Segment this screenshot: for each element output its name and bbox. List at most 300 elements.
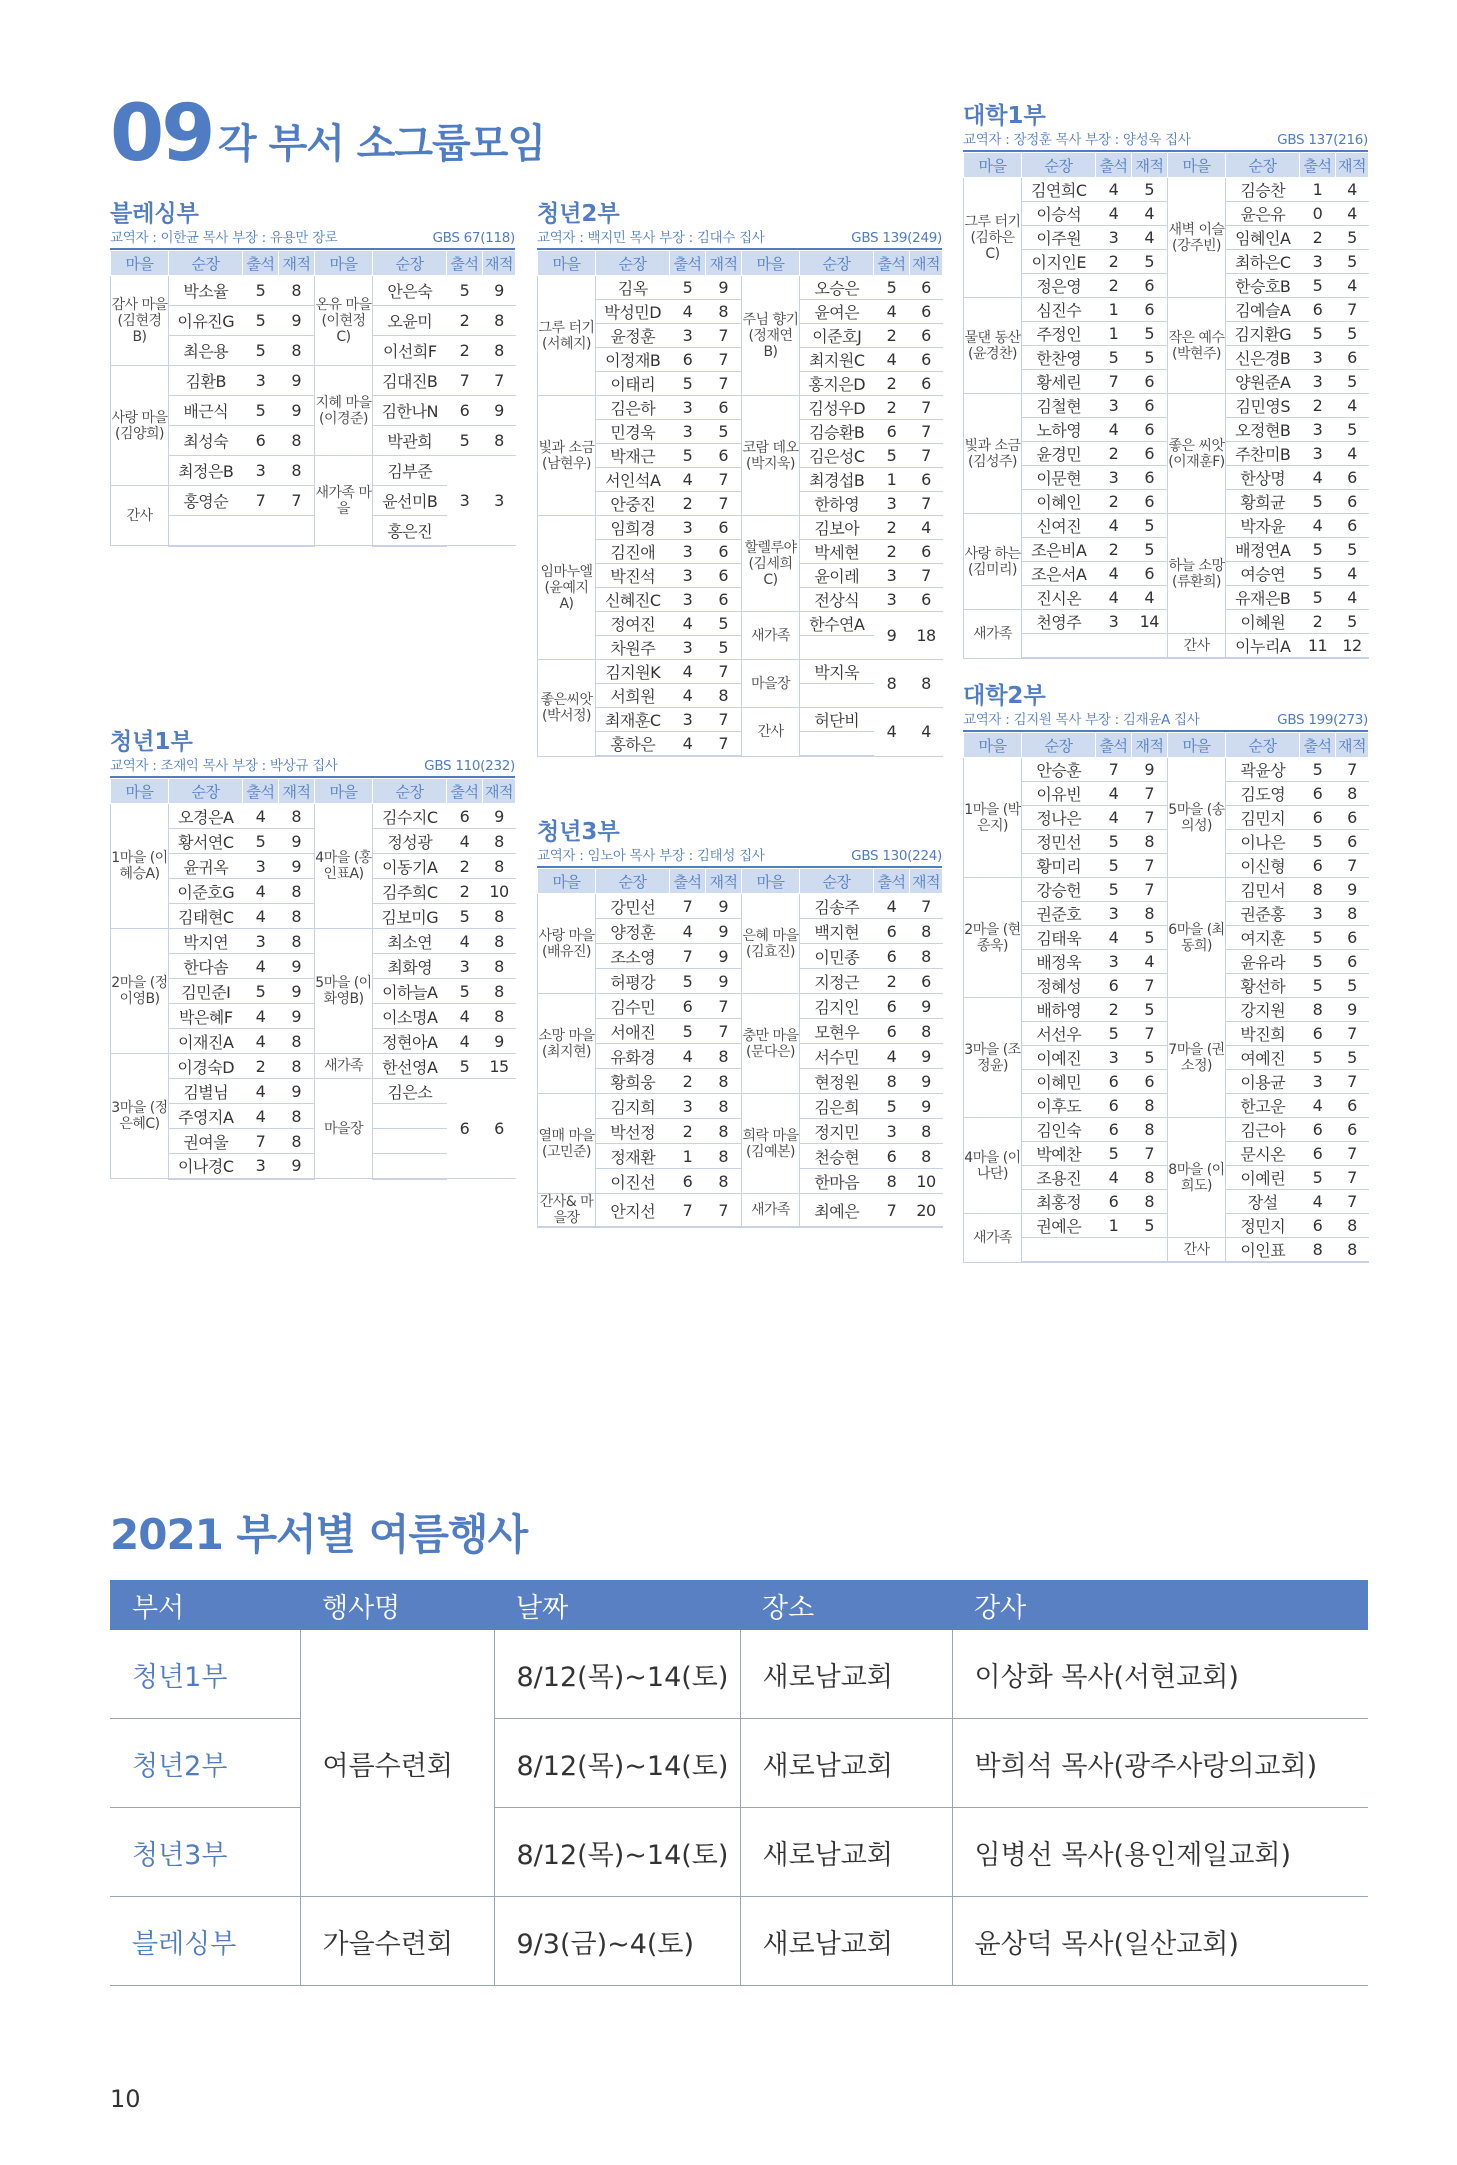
- enrolled-count: 8: [706, 1069, 742, 1094]
- enrolled-count: 9: [279, 1004, 315, 1029]
- leader-name: 여승연: [1226, 562, 1300, 586]
- col-header-enrolled: 재적: [1336, 733, 1369, 758]
- enrolled-count: 6: [1336, 926, 1369, 950]
- leader-name: 이나경C: [169, 1154, 243, 1179]
- attend-count: 3: [243, 456, 279, 486]
- col-header-leader: 순장: [1226, 733, 1300, 758]
- table-row: [538, 994, 943, 1019]
- attend-count: 8: [874, 660, 910, 708]
- village-name: 작은 예수 (박현주): [1168, 298, 1226, 394]
- enrolled-count: 7: [1336, 758, 1369, 782]
- table-row: [110, 1808, 1368, 1897]
- village-name: 새가족 마을: [315, 456, 373, 546]
- enrolled-count: 9: [279, 1154, 315, 1179]
- attend-count: 3: [1300, 418, 1336, 442]
- attend-count: 1: [1096, 1214, 1132, 1238]
- leader-name: 김성우D: [800, 396, 874, 420]
- table-row: [538, 468, 943, 492]
- enrolled-count: 7: [706, 468, 742, 492]
- table-row: [111, 396, 516, 426]
- leader-name: 배근식: [169, 396, 243, 426]
- leader-name: 김지희: [596, 1094, 670, 1119]
- enrolled-count: 10: [483, 879, 516, 904]
- leader-name: 김옥: [596, 276, 670, 300]
- leader-name: 서선우: [1022, 1022, 1096, 1046]
- enrolled-count: 6: [1336, 346, 1369, 370]
- attend-count: 5: [243, 829, 279, 854]
- attend-count: 4: [1300, 1094, 1336, 1118]
- village-name: 새가족: [315, 1054, 373, 1079]
- leader-name: 박소율: [169, 276, 243, 306]
- table-row: [964, 178, 1369, 202]
- attend-count: 4: [243, 879, 279, 904]
- attend-count: 2: [1300, 394, 1336, 418]
- attend-count: [1096, 634, 1132, 659]
- table-row: [964, 1238, 1369, 1263]
- enrolled-count: 7: [910, 894, 943, 919]
- leader-name: 최예은: [800, 1194, 874, 1228]
- event-place: 새로남교회: [740, 1897, 952, 1986]
- group-table: [537, 868, 943, 1228]
- enrolled-count: 6: [1132, 370, 1168, 394]
- enrolled-count: 7: [279, 486, 315, 516]
- leader-name: 윤여은: [800, 300, 874, 324]
- attend-count: 7: [447, 366, 483, 396]
- village-name: 새가족: [742, 1194, 800, 1228]
- leader-name: 지정근: [800, 969, 874, 994]
- attend-count: 6: [874, 420, 910, 444]
- leader-name: 권준호: [1022, 902, 1096, 926]
- enrolled-count: 6: [706, 564, 742, 588]
- attend-count: [243, 516, 279, 546]
- enrolled-count: 6: [706, 396, 742, 420]
- col-header-place: 장소: [740, 1580, 952, 1630]
- enrolled-count: 8: [1336, 1238, 1369, 1263]
- enrolled-count: 8: [706, 1119, 742, 1144]
- village-name: 희락 마을 (김예본): [742, 1094, 800, 1194]
- attend-count: 8: [1300, 998, 1336, 1022]
- leader-name: 한선영A: [373, 1054, 447, 1079]
- enrolled-count: 15: [483, 1054, 516, 1079]
- attend-count: 6: [1096, 1190, 1132, 1214]
- leader-name: 김지환G: [1226, 322, 1300, 346]
- attend-count: 5: [1300, 758, 1336, 782]
- dept-staff: 교역자 : 조재익 목사 부장 : 박상규 집사: [110, 758, 338, 774]
- enrolled-count: 8: [1336, 1214, 1369, 1238]
- enrolled-count: 8: [279, 1029, 315, 1054]
- village-name: 물댄 동산 (윤경찬): [964, 298, 1022, 394]
- enrolled-count: 5: [1132, 178, 1168, 202]
- attend-count: 6: [874, 944, 910, 969]
- table-row: [538, 1044, 943, 1069]
- enrolled-count: 4: [1132, 950, 1168, 974]
- leader-name: 서수민: [800, 1044, 874, 1069]
- leader-name: 이정재B: [596, 348, 670, 372]
- table-row: [538, 276, 943, 300]
- leader-name: 한고운: [1226, 1094, 1300, 1118]
- leader-name: 윤이레: [800, 564, 874, 588]
- event-dept: 청년2부: [110, 1719, 300, 1808]
- leader-name: 이후도: [1022, 1094, 1096, 1118]
- attend-count: 4: [1300, 466, 1336, 490]
- enrolled-count: 7: [706, 660, 742, 684]
- attend-count: 3: [1300, 442, 1336, 466]
- enrolled-count: 7: [1132, 782, 1168, 806]
- enrolled-count: 8: [483, 979, 516, 1004]
- attend-count: 5: [1300, 562, 1336, 586]
- leader-name: 정성광: [373, 829, 447, 854]
- leader-name: 주정인: [1022, 322, 1096, 346]
- enrolled-count: 9: [706, 276, 742, 300]
- table-row: [964, 562, 1369, 586]
- enrolled-count: 8: [706, 1169, 742, 1194]
- leader-name: 정지민: [800, 1119, 874, 1144]
- village-name: 임마누엘 (윤예지A): [538, 516, 596, 660]
- attend-count: 2: [1096, 250, 1132, 274]
- enrolled-count: 7: [1132, 1022, 1168, 1046]
- leader-name: 최재훈C: [596, 708, 670, 732]
- leader-name: 한하영: [800, 492, 874, 516]
- leader-name: 권여울: [169, 1129, 243, 1154]
- table-row: [964, 298, 1369, 322]
- leader-name: 이누리A: [1226, 634, 1300, 659]
- attend-count: 3: [1300, 346, 1336, 370]
- table-row: [964, 202, 1369, 226]
- village-name: 5마을 (이화영B): [315, 929, 373, 1054]
- attend-count: 2: [670, 492, 706, 516]
- attend-count: 4: [874, 1044, 910, 1069]
- leader-name: [169, 516, 243, 546]
- table-row: [964, 274, 1369, 298]
- dept-blessing: [110, 200, 515, 547]
- enrolled-count: 9: [279, 306, 315, 336]
- table-row: [964, 854, 1369, 878]
- leader-name: 오승은: [800, 276, 874, 300]
- attend-count: 3: [670, 420, 706, 444]
- leader-name: 안은숙: [373, 276, 447, 306]
- enrolled-count: 6: [1132, 442, 1168, 466]
- attend-count: 5: [1300, 274, 1336, 298]
- leader-name: 안중진: [596, 492, 670, 516]
- enrolled-count: 5: [1336, 370, 1369, 394]
- enrolled-count: 7: [483, 366, 516, 396]
- village-name: 마을장: [742, 660, 800, 708]
- leader-name: 이경숙D: [169, 1054, 243, 1079]
- attend-count: 8: [1300, 1238, 1336, 1263]
- leader-name: [373, 1129, 447, 1154]
- leader-name: 임희경: [596, 516, 670, 540]
- enrolled-count: 7: [1336, 1190, 1369, 1214]
- col-header-attend: 출석: [1300, 153, 1336, 178]
- table-row: [964, 1118, 1369, 1142]
- attend-count: 5: [243, 396, 279, 426]
- event-date: 8/12(목)~14(토): [494, 1630, 740, 1719]
- attend-count: 6: [447, 804, 483, 829]
- attend-count: 4: [1300, 1190, 1336, 1214]
- col-header-leader: 순장: [596, 251, 670, 276]
- event-dept: 청년1부: [110, 1630, 300, 1719]
- enrolled-count: 9: [279, 954, 315, 979]
- col-header-leader: 순장: [800, 251, 874, 276]
- enrolled-count: 7: [1336, 1070, 1369, 1094]
- attend-count: 4: [874, 708, 910, 757]
- attend-count: 4: [670, 919, 706, 944]
- attend-count: 4: [874, 300, 910, 324]
- table-row: [538, 1069, 943, 1094]
- attend-count: 7: [670, 1194, 706, 1228]
- table-row: [964, 782, 1369, 806]
- leader-name: 주영지A: [169, 1104, 243, 1129]
- attend-count: 3: [670, 588, 706, 612]
- enrolled-count: 6: [910, 969, 943, 994]
- group-table: [110, 250, 516, 547]
- enrolled-count: 9: [279, 396, 315, 426]
- enrolled-count: 7: [706, 708, 742, 732]
- col-header-village: 마을: [538, 869, 596, 894]
- table-row: [110, 1630, 1368, 1719]
- enrolled-count: 5: [1132, 250, 1168, 274]
- leader-name: 서희원: [596, 684, 670, 708]
- leader-name: 유재은B: [1226, 586, 1300, 610]
- attend-count: 2: [1096, 274, 1132, 298]
- attend-count: 3: [1096, 950, 1132, 974]
- attend-count: 2: [1300, 226, 1336, 250]
- attend-count: 5: [874, 1094, 910, 1119]
- attend-count: 7: [1096, 758, 1132, 782]
- village-name: 7마을 (권소정): [1168, 998, 1226, 1118]
- enrolled-count: 8: [1132, 1166, 1168, 1190]
- enrolled-count: 8: [1132, 1094, 1168, 1118]
- leader-name: 김진애: [596, 540, 670, 564]
- table-row: [964, 1142, 1369, 1166]
- enrolled-count: 6: [706, 444, 742, 468]
- enrolled-count: 6: [910, 348, 943, 372]
- enrolled-count: 8: [706, 1094, 742, 1119]
- enrolled-count: 6: [910, 276, 943, 300]
- leader-name: 김근아: [1226, 1118, 1300, 1142]
- col-header-enrolled: 재적: [483, 251, 516, 276]
- leader-name: 이문현: [1022, 466, 1096, 490]
- village-name: 2마을 (현종욱): [964, 878, 1022, 998]
- event-name: 여름수련회: [300, 1630, 494, 1897]
- attend-count: 3: [243, 854, 279, 879]
- enrolled-count: 7: [1336, 298, 1369, 322]
- enrolled-count: 6: [1132, 394, 1168, 418]
- attend-count: 4: [243, 954, 279, 979]
- leader-name: 조은비A: [1022, 538, 1096, 562]
- event-place: 새로남교회: [740, 1630, 952, 1719]
- attend-count: 2: [1096, 538, 1132, 562]
- enrolled-count: 5: [1336, 538, 1369, 562]
- leader-name: 김민서: [1226, 878, 1300, 902]
- enrolled-count: 8: [483, 336, 516, 366]
- col-header-attend: 출석: [1300, 733, 1336, 758]
- leader-name: 김은희: [800, 1094, 874, 1119]
- attend-count: 4: [670, 684, 706, 708]
- leader-name: [373, 1104, 447, 1129]
- table-row: [110, 1719, 1368, 1808]
- leader-name: 진시온: [1022, 586, 1096, 610]
- col-header-attend: 출석: [447, 251, 483, 276]
- attend-count: 6: [874, 994, 910, 1019]
- enrolled-count: 8: [910, 1019, 943, 1044]
- attend-count: [1096, 1238, 1132, 1263]
- event-dept: 청년3부: [110, 1808, 300, 1897]
- attend-count: 5: [1096, 1142, 1132, 1166]
- enrolled-count: 7: [910, 444, 943, 468]
- col-header-dept: 부서: [110, 1580, 300, 1630]
- attend-count: 9: [874, 612, 910, 660]
- attend-count: 4: [243, 904, 279, 929]
- attend-count: 4: [1096, 926, 1132, 950]
- enrolled-count: 9: [483, 276, 516, 306]
- table-row: [964, 322, 1369, 346]
- enrolled-count: 4: [1336, 562, 1369, 586]
- attend-count: 2: [670, 1119, 706, 1144]
- attend-count: 5: [447, 426, 483, 456]
- enrolled-count: 6: [706, 588, 742, 612]
- leader-name: 윤선미B: [373, 486, 447, 516]
- attend-count: 2: [1096, 490, 1132, 514]
- table-row: [964, 394, 1369, 418]
- attend-count: 4: [447, 1004, 483, 1029]
- table-row: [964, 490, 1369, 514]
- attend-count: 1: [1096, 322, 1132, 346]
- table-row: [964, 1022, 1369, 1046]
- col-header-enrolled: 재적: [483, 779, 516, 804]
- enrolled-count: 7: [706, 372, 742, 396]
- attend-count: 6: [1300, 782, 1336, 806]
- leader-name: 조용진: [1022, 1166, 1096, 1190]
- enrolled-count: 9: [483, 804, 516, 829]
- enrolled-count: 6: [1336, 1118, 1369, 1142]
- enrolled-count: 5: [1132, 514, 1168, 538]
- table-row: [538, 660, 943, 684]
- col-header-village: 마을: [742, 869, 800, 894]
- attend-count: 1: [1300, 178, 1336, 202]
- leader-name: 이인표: [1226, 1238, 1300, 1263]
- enrolled-count: 5: [706, 612, 742, 636]
- table-row: [110, 1897, 1368, 1986]
- leader-name: 이용균: [1226, 1070, 1300, 1094]
- enrolled-count: 8: [279, 276, 315, 306]
- attend-count: 1: [874, 468, 910, 492]
- attend-count: 7: [670, 944, 706, 969]
- enrolled-count: 8: [483, 854, 516, 879]
- attend-count: 6: [1300, 298, 1336, 322]
- leader-name: 김철현: [1022, 394, 1096, 418]
- leader-name: 최정은B: [169, 456, 243, 486]
- leader-name: 이준호G: [169, 879, 243, 904]
- dept-college2: [963, 682, 1368, 1263]
- enrolled-count: 6: [1132, 490, 1168, 514]
- leader-name: 최지원C: [800, 348, 874, 372]
- attend-count: 4: [670, 1044, 706, 1069]
- enrolled-count: 8: [1132, 1118, 1168, 1142]
- enrolled-count: 8: [910, 1144, 943, 1169]
- leader-name: 박은혜F: [169, 1004, 243, 1029]
- table-row: [111, 1054, 516, 1079]
- enrolled-count: 5: [1132, 322, 1168, 346]
- village-name: 빛과 소금 (남현우): [538, 396, 596, 516]
- enrolled-count: 6: [1132, 418, 1168, 442]
- leader-name: 임혜인A: [1226, 226, 1300, 250]
- table-row: [538, 1019, 943, 1044]
- leader-name: 윤유라: [1226, 950, 1300, 974]
- dept-staff: 교역자 : 김지원 목사 부장 : 김재윤A 집사: [963, 712, 1200, 728]
- col-header-leader: 순장: [800, 869, 874, 894]
- attend-count: 4: [447, 829, 483, 854]
- enrolled-count: 8: [483, 929, 516, 954]
- enrolled-count: 8: [910, 919, 943, 944]
- attend-count: 8: [874, 1169, 910, 1194]
- enrolled-count: 9: [1336, 878, 1369, 902]
- attend-count: 3: [874, 1119, 910, 1144]
- attend-count: 5: [243, 979, 279, 1004]
- col-header-attend: 출석: [670, 251, 706, 276]
- col-header-date: 날짜: [494, 1580, 740, 1630]
- attend-count: 4: [1096, 202, 1132, 226]
- leader-name: 박선정: [596, 1119, 670, 1144]
- leader-name: 최은용: [169, 336, 243, 366]
- col-header-leader: 순장: [1022, 153, 1096, 178]
- leader-name: 신여진: [1022, 514, 1096, 538]
- attend-count: 5: [1096, 1022, 1132, 1046]
- col-header-event: 행사명: [300, 1580, 494, 1630]
- col-header-village: 마을: [538, 251, 596, 276]
- enrolled-count: 5: [706, 636, 742, 660]
- leader-name: 김도영: [1226, 782, 1300, 806]
- attend-count: 3: [874, 492, 910, 516]
- enrolled-count: 8: [279, 879, 315, 904]
- table-row: [964, 950, 1369, 974]
- leader-name: [800, 732, 874, 757]
- enrolled-count: 8: [483, 426, 516, 456]
- attend-count: 4: [1096, 562, 1132, 586]
- village-name: 간사: [111, 486, 169, 546]
- attend-count: 4: [1096, 782, 1132, 806]
- gbs-count: GBS 130(224): [851, 848, 942, 864]
- leader-name: 박지연: [169, 929, 243, 954]
- enrolled-count: 8: [279, 929, 315, 954]
- enrolled-count: 5: [1132, 926, 1168, 950]
- col-header-leader: 순장: [1226, 153, 1300, 178]
- leader-name: 윤정훈: [596, 324, 670, 348]
- enrolled-count: 4: [1132, 226, 1168, 250]
- table-row: [111, 426, 516, 456]
- attend-count: 3: [1300, 1070, 1336, 1094]
- leader-name: [1022, 1238, 1096, 1263]
- leader-name: 박진희: [1226, 1022, 1300, 1046]
- table-row: [538, 444, 943, 468]
- section-number: 09: [110, 89, 213, 179]
- attend-count: 4: [1096, 178, 1132, 202]
- table-row: [538, 1194, 943, 1228]
- enrolled-count: 7: [1132, 974, 1168, 998]
- leader-name: 이신형: [1226, 854, 1300, 878]
- enrolled-count: 12: [1336, 634, 1369, 659]
- col-header-enrolled: 재적: [910, 251, 943, 276]
- attend-count: 3: [874, 564, 910, 588]
- leader-name: 한찬영: [1022, 346, 1096, 370]
- attend-count: 5: [1300, 974, 1336, 998]
- leader-name: 안지선: [596, 1194, 670, 1228]
- table-row: [111, 306, 516, 336]
- enrolled-count: 6: [1132, 466, 1168, 490]
- village-name: 6마을 (최동희): [1168, 878, 1226, 998]
- leader-name: [1022, 634, 1096, 659]
- col-header-attend: 출석: [670, 869, 706, 894]
